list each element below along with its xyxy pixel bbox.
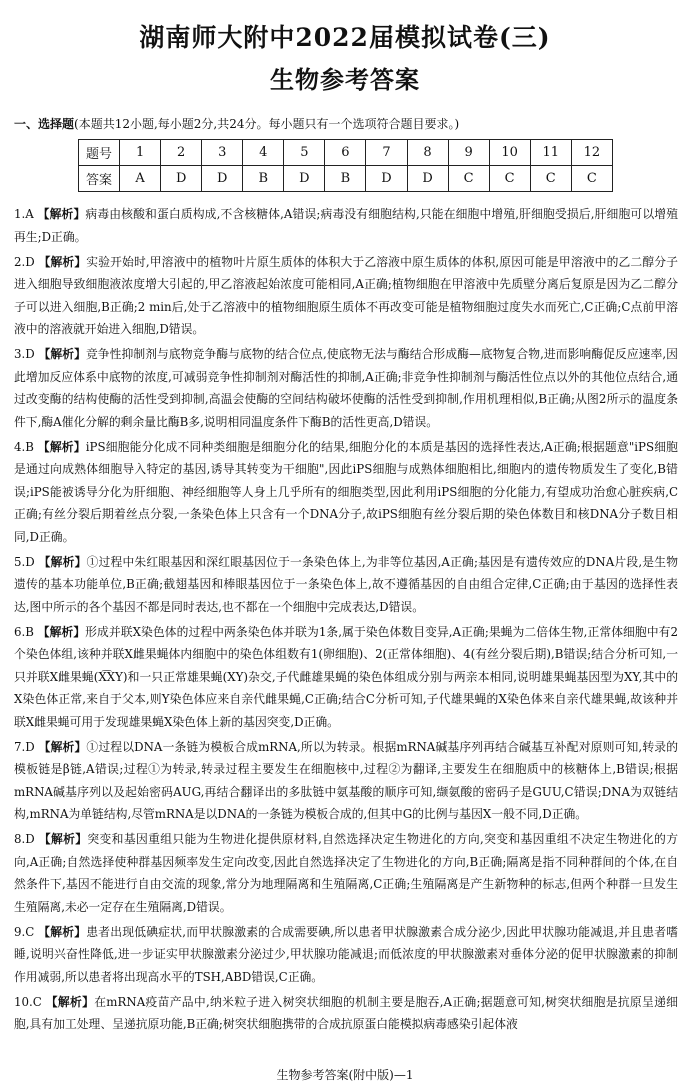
analysis-item	[14, 436, 678, 549]
analysis-item	[14, 991, 678, 1036]
analysis-number: 3.D	[14, 347, 35, 361]
answer-cell: D	[366, 166, 407, 192]
question-number: 5	[284, 140, 325, 166]
analysis-number: 6.B	[14, 624, 34, 639]
analysis-tag: 【解析】	[37, 624, 86, 639]
answer-cell: D	[284, 166, 325, 192]
analysis-item	[14, 251, 678, 341]
analysis-tag: 【解析】	[37, 207, 86, 221]
page-footer: 生物参考答案(附中版)—1	[276, 1068, 414, 1082]
analysis-item	[14, 736, 678, 826]
analysis-tag: 【解析】	[38, 347, 86, 361]
analysis-number: 7.D	[14, 739, 35, 754]
analysis-tag: 【解析】	[38, 832, 88, 846]
answer-cell: C	[448, 166, 489, 192]
analysis-number: 4.B	[14, 439, 34, 454]
analysis-item	[14, 828, 678, 918]
question-number: 1	[120, 140, 161, 166]
analysis-tag: 【解析】	[45, 994, 95, 1009]
answer-cell: B	[243, 166, 284, 192]
question-number: 7	[366, 140, 407, 166]
question-number: 12	[571, 140, 612, 166]
analysis-text: 病毒由核酸和蛋白质构成,不含核糖体,A错误;病毒没有细胞结构,只能在细胞中增殖,肝细胞受损后,肝细胞可以增殖再生;D正确。	[14, 207, 678, 244]
question-number: 10	[489, 140, 530, 166]
analysis-item	[14, 621, 678, 734]
analysis-item	[14, 551, 678, 619]
analysis-number: 8.D	[14, 832, 35, 846]
answer-cell: C	[571, 166, 612, 192]
answer-cell: D	[407, 166, 448, 192]
answer-table-answer-row	[79, 166, 613, 192]
analysis-tag: 【解析】	[38, 554, 87, 569]
analysis-tag: 【解析】	[37, 439, 86, 454]
analysis-text: 患者出现低碘症状,而甲状腺激素的合成需要碘,所以患者甲状腺激素合成分泌少,因此甲状腺功能减退,并且患者嗜睡,说明兴奋性降低,进一步证实甲状腺激素分泌过少,甲状腺功能减退;而低浓度的甲状腺激素对垂体分泌的促甲状腺激素的抑制作用减弱,所以患者将出现高水平的TSH,ABD错误,C正确。	[14, 924, 678, 984]
answer-cell: D	[202, 166, 243, 192]
answer-table	[78, 139, 613, 192]
analysis-text: 形成并联X染色体的过程中两条染色体并联为1条,属于染色体数目变异,A正确;果蝇为二倍体生物,正常体细胞中有2个染色体组,该种并联X雌果蝇体内细胞中的染色体组数有1(卵细胞)、2(正常体细胞)、4(有丝分裂后期),B错误;结合分析可知,一只并联X雌果蝇(X͡XY)和一只正常雄果蝇(XY)杂交,子代雌雄果蝇的染色体组成分别与两亲本相同,说明雄果蝇基因型为XY,其中的X染色体正常,来自于父本,则Y染色体应来自亲代雌果蝇,C正确;结合C分析可知,子代雄果蝇的X染色体来自亲代雄果蝇,故该种并联X雌果蝇可用于发现雄果蝇X染色体上新的基因突变,D正确。	[14, 624, 678, 729]
section-instruction: (本题共12小题,每小题2分,共24分。每小题只有一个选项符合题目要求。)	[74, 117, 460, 131]
answer-cell: B	[325, 166, 366, 192]
answer-table-number-row	[79, 140, 613, 166]
row-header-number: 题号	[79, 140, 120, 166]
answer-cell: C	[489, 166, 530, 192]
answer-cell: C	[530, 166, 571, 192]
analysis-text: 在mRNA疫苗产品中,纳米粒子进入树突状细胞的机制主要是胞吞,A正确;据题意可知,树突状细胞是抗原呈递细胞,具有加工处理、呈递抗原功能,B正确;树突状细胞携带的合成抗原蛋白能模拟病毒感染引起体液	[14, 994, 678, 1031]
answer-cell: D	[161, 166, 202, 192]
section-heading	[14, 115, 682, 132]
question-number: 6	[325, 140, 366, 166]
analysis-text: ①过程中朱红眼基因和深红眼基因位于一条染色体上,为非等位基因,A正确;基因是有遗传效应的DNA片段,是生物遗传的基本功能单位,B正确;截翅基因和棒眼基因位于一条染色体上,故不遵循基因的自由组合定律,C正确;由于基因的选择性表达,图中所示的各个基因不都是同时表达,也不都在一个细胞中完成表达,D错误。	[14, 554, 679, 614]
question-number: 8	[407, 140, 448, 166]
analysis-item	[14, 203, 678, 248]
question-number: 9	[448, 140, 489, 166]
analysis-number: 1.A	[14, 207, 34, 221]
document-title: 湖南师大附中2022届模拟试卷(三)	[139, 23, 551, 52]
analysis-tag: 【解析】	[38, 254, 87, 269]
analysis-text: 竞争性抑制剂与底物竞争酶与底物的结合位点,使底物无法与酶结合形成酶—底物复合物,进而影响酶促反应速率,因此增加反应体系中底物的浓度,可减弱竞争性抑制剂对酶活性的抑制,A正确;非竞争性抑制剂与酶活性位点以外的其他位点结合,通过改变酶的结构使酶的活性受到抑制,高温会使酶的空间结构破坏使酶的活性受到抑制,作用机理相似,B正确;从图2所示的温度条件下,酶A催化分解的剩余量比酶B多,说明相同温度条件下酶B的活性更高,D错误。	[14, 347, 678, 429]
document-subtitle: 生物参考答案	[270, 65, 420, 94]
analysis-text: 突变和基因重组只能为生物进化提供原材料,自然选择决定生物进化的方向,突变和基因重组不决定生物进化的方向,A正确;自然选择使种群基因频率发生定向改变,因此自然选择决定了生物进化的方向,B正确;隔离是指不同种群间的个体,在自然条件下,基因不能进行自由交流的现象,常分为地理隔离和生殖隔离,C正确;生殖隔离是产生新物种的标志,但两个种群一旦发生生殖隔离,未必一定存在生殖隔离,D错误。	[14, 832, 678, 914]
question-number: 2	[161, 140, 202, 166]
section-label: 一、选择题	[14, 117, 75, 131]
analysis-number: 5.D	[14, 554, 35, 569]
analysis-tag: 【解析】	[38, 924, 87, 939]
analysis-list	[14, 203, 678, 1038]
answer-cell: A	[120, 166, 161, 192]
analysis-number: 9.C	[14, 924, 35, 939]
analysis-number: 10.C	[14, 994, 42, 1009]
analysis-number: 2.D	[14, 254, 35, 269]
analysis-tag: 【解析】	[38, 739, 87, 754]
analysis-item	[14, 343, 678, 433]
question-number: 3	[202, 140, 243, 166]
analysis-item	[14, 921, 678, 989]
question-number: 4	[243, 140, 284, 166]
analysis-text: iPS细胞能分化成不同种类细胞是细胞分化的结果,细胞分化的本质是基因的选择性表达,A正确;根据题意"iPS细胞是通过向成熟体细胞导入特定的基因,诱导其转变为干细胞",因此iPS细胞与成熟体细胞相比,细胞内的遗传物质发生了变化,B错误;iPS能被诱导分化为肝细胞、神经细胞等人身上几乎所有的细胞类型,因此利用iPS细胞的分化能力,有望成功治愈心脏疾病,C正确;有丝分裂后期着丝点分裂,一条染色体上只含有一个DNA分子,故iPS细胞有丝分裂后期的染色体数目和核DNA分子数目相同,D正确。	[14, 439, 678, 544]
row-header-answer: 答案	[79, 166, 120, 192]
analysis-text: 实验开始时,甲溶液中的植物叶片原生质体的体积大于乙溶液中原生质体的体积,原因可能是甲溶液中的乙二醇分子进入细胞导致细胞液浓度增大引起的,甲乙溶液起始浓度可能相同,A正确;植物细胞在甲溶液中先质壁分离后复原是因为乙二醇分子可以进入细胞,B正确;2 min后,处于乙溶液中的植物细胞原生质体不再改变可能是植物细胞过度失水而死亡,C正确;C点前甲溶液中的溶液就开始进入细胞,D错误。	[14, 254, 678, 336]
analysis-text: ①过程以DNA一条链为模板合成mRNA,所以为转录。根据mRNA碱基序列再结合碱基互补配对原则可知,转录的模板链是β链,A错误;过程①为转录,转录过程主要发生在细胞核中,过程②为翻译,主要发生在细胞质中的核糖体上,B错误;根据mRNA碱基序列以及起始密码AUG,再结合翻译出的多肽链中氨基酸的顺序可知,缬氨酸的密码子是GUU,C错误;DNA为双链结构,mRNA为单链结构,尽管mRNA是以DNA的一条链为模板合成的,但其中G的比例与基因X一般不同,D正确。	[14, 739, 679, 821]
question-number: 11	[530, 140, 571, 166]
